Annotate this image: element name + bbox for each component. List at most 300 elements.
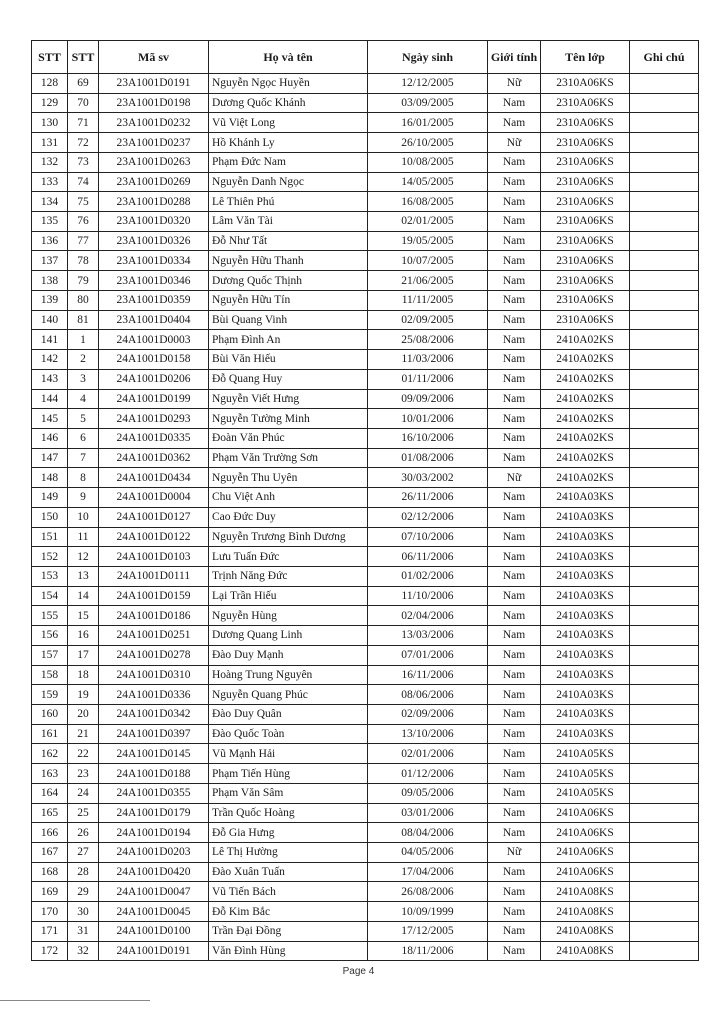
- cell-stt-class: 78: [68, 251, 99, 271]
- cell-birth-date: 09/09/2006: [368, 389, 488, 409]
- cell-student-id: 24A1001D0335: [99, 428, 209, 448]
- cell-birth-date: 11/03/2006: [368, 350, 488, 370]
- cell-gender: Nam: [488, 488, 541, 508]
- cell-stt-global: 129: [32, 93, 68, 113]
- cell-student-id: 24A1001D0397: [99, 724, 209, 744]
- table-row: [32, 192, 699, 212]
- cell-student-id: 24A1001D0206: [99, 369, 209, 389]
- table-row: [32, 330, 699, 350]
- cell-student-id: 24A1001D0434: [99, 468, 209, 488]
- cell-gender: Nam: [488, 626, 541, 646]
- table-header-row: [32, 41, 699, 74]
- cell-birth-date: 14/05/2005: [368, 172, 488, 192]
- cell-note: [630, 369, 699, 389]
- cell-class-name: 2310A06KS: [541, 74, 630, 94]
- cell-note: [630, 93, 699, 113]
- cell-gender: Nam: [488, 192, 541, 212]
- cell-stt-global: 152: [32, 547, 68, 567]
- table-row: [32, 941, 699, 961]
- cell-student-id: 24A1001D0278: [99, 645, 209, 665]
- cell-full-name: Vũ Tiến Bách: [209, 882, 368, 902]
- cell-student-id: 24A1001D0003: [99, 330, 209, 350]
- table-row: [32, 271, 699, 291]
- cell-student-id: 24A1001D0310: [99, 665, 209, 685]
- cell-note: [630, 803, 699, 823]
- cell-note: [630, 882, 699, 902]
- cell-class-name: 2310A06KS: [541, 231, 630, 251]
- table-row: [32, 389, 699, 409]
- cell-class-name: 2310A06KS: [541, 271, 630, 291]
- cell-note: [630, 744, 699, 764]
- cell-note: [630, 212, 699, 232]
- table-row: [32, 803, 699, 823]
- cell-class-name: 2310A06KS: [541, 152, 630, 172]
- cell-stt-class: 14: [68, 586, 99, 606]
- cell-note: [630, 921, 699, 941]
- cell-gender: Nam: [488, 231, 541, 251]
- cell-birth-date: 01/11/2006: [368, 369, 488, 389]
- cell-note: [630, 902, 699, 922]
- cell-birth-date: 01/02/2006: [368, 566, 488, 586]
- table-row: [32, 350, 699, 370]
- cell-stt-global: 147: [32, 448, 68, 468]
- cell-gender: Nam: [488, 93, 541, 113]
- cell-full-name: Trần Quốc Hoàng: [209, 803, 368, 823]
- table-row: [32, 665, 699, 685]
- cell-note: [630, 724, 699, 744]
- cell-class-name: 2410A03KS: [541, 665, 630, 685]
- cell-gender: Nam: [488, 665, 541, 685]
- cell-gender: Nam: [488, 290, 541, 310]
- table-row: [32, 606, 699, 626]
- cell-gender: Nam: [488, 212, 541, 232]
- header-stt-global: STT: [32, 41, 68, 74]
- cell-note: [630, 310, 699, 330]
- cell-full-name: Dương Quang Linh: [209, 626, 368, 646]
- cell-birth-date: 07/10/2006: [368, 527, 488, 547]
- cell-note: [630, 527, 699, 547]
- cell-full-name: Đỗ Quang Huy: [209, 369, 368, 389]
- cell-stt-class: 74: [68, 172, 99, 192]
- cell-class-name: 2310A06KS: [541, 290, 630, 310]
- cell-note: [630, 330, 699, 350]
- page-footer: Page 4: [342, 966, 375, 977]
- cell-full-name: Bùi Văn Hiếu: [209, 350, 368, 370]
- table-row: [32, 310, 699, 330]
- cell-student-id: 23A1001D0191: [99, 74, 209, 94]
- cell-stt-class: 6: [68, 428, 99, 448]
- cell-gender: Nữ: [488, 468, 541, 488]
- cell-stt-class: 81: [68, 310, 99, 330]
- cell-stt-class: 70: [68, 93, 99, 113]
- cell-birth-date: 02/01/2006: [368, 744, 488, 764]
- cell-note: [630, 764, 699, 784]
- cell-birth-date: 21/06/2005: [368, 271, 488, 291]
- cell-gender: Nam: [488, 744, 541, 764]
- cell-class-name: 2410A02KS: [541, 468, 630, 488]
- cell-gender: Nam: [488, 606, 541, 626]
- cell-birth-date: 02/12/2006: [368, 507, 488, 527]
- cell-stt-class: 24: [68, 783, 99, 803]
- cell-student-id: 23A1001D0326: [99, 231, 209, 251]
- cell-full-name: Cao Đức Duy: [209, 507, 368, 527]
- table-row: [32, 724, 699, 744]
- cell-birth-date: 16/08/2005: [368, 192, 488, 212]
- cell-birth-date: 10/08/2005: [368, 152, 488, 172]
- cell-stt-class: 9: [68, 488, 99, 508]
- cell-birth-date: 26/08/2006: [368, 882, 488, 902]
- cell-class-name: 2410A03KS: [541, 527, 630, 547]
- cell-gender: Nam: [488, 724, 541, 744]
- cell-class-name: 2410A03KS: [541, 586, 630, 606]
- cell-stt-class: 13: [68, 566, 99, 586]
- cell-full-name: Phạm Văn Trường Sơn: [209, 448, 368, 468]
- cell-class-name: 2310A06KS: [541, 310, 630, 330]
- cell-student-id: 24A1001D0194: [99, 823, 209, 843]
- cell-full-name: Nguyễn Hữu Thanh: [209, 251, 368, 271]
- cell-class-name: 2410A03KS: [541, 606, 630, 626]
- cell-class-name: 2410A06KS: [541, 862, 630, 882]
- cell-birth-date: 13/10/2006: [368, 724, 488, 744]
- table-row: [32, 764, 699, 784]
- cell-student-id: 24A1001D0045: [99, 902, 209, 922]
- cell-gender: Nam: [488, 902, 541, 922]
- cell-stt-class: 4: [68, 389, 99, 409]
- cell-class-name: 2310A06KS: [541, 212, 630, 232]
- table-row: [32, 547, 699, 567]
- cell-class-name: 2410A05KS: [541, 764, 630, 784]
- table-row: [32, 685, 699, 705]
- cell-stt-global: 158: [32, 665, 68, 685]
- cell-stt-global: 133: [32, 172, 68, 192]
- cell-full-name: Dương Quốc Thịnh: [209, 271, 368, 291]
- cell-class-name: 2410A02KS: [541, 428, 630, 448]
- table-row: [32, 468, 699, 488]
- cell-stt-class: 12: [68, 547, 99, 567]
- cell-stt-global: 162: [32, 744, 68, 764]
- cell-stt-global: 166: [32, 823, 68, 843]
- cell-note: [630, 823, 699, 843]
- cell-student-id: 23A1001D0334: [99, 251, 209, 271]
- cell-gender: Nữ: [488, 843, 541, 863]
- cell-stt-global: 136: [32, 231, 68, 251]
- cell-student-id: 23A1001D0320: [99, 212, 209, 232]
- cell-birth-date: 02/09/2005: [368, 310, 488, 330]
- cell-birth-date: 04/05/2006: [368, 843, 488, 863]
- cell-student-id: 23A1001D0269: [99, 172, 209, 192]
- cell-note: [630, 251, 699, 271]
- cell-stt-class: 11: [68, 527, 99, 547]
- cell-gender: Nam: [488, 271, 541, 291]
- cell-stt-global: 169: [32, 882, 68, 902]
- cell-stt-class: 27: [68, 843, 99, 863]
- cell-class-name: 2310A06KS: [541, 172, 630, 192]
- cell-student-id: 24A1001D0420: [99, 862, 209, 882]
- cell-birth-date: 03/01/2006: [368, 803, 488, 823]
- cell-stt-global: 141: [32, 330, 68, 350]
- header-gender: Giới tính: [488, 41, 541, 74]
- cell-stt-global: 167: [32, 843, 68, 863]
- cell-full-name: Đào Quốc Toàn: [209, 724, 368, 744]
- cell-stt-class: 2: [68, 350, 99, 370]
- cell-class-name: 2410A06KS: [541, 843, 630, 863]
- table-row: [32, 507, 699, 527]
- table-row: [32, 626, 699, 646]
- cell-full-name: Nguyễn Danh Ngọc: [209, 172, 368, 192]
- cell-note: [630, 586, 699, 606]
- cell-stt-global: 135: [32, 212, 68, 232]
- table-row: [32, 448, 699, 468]
- cell-student-id: 24A1001D0111: [99, 566, 209, 586]
- cell-full-name: Lê Thiên Phú: [209, 192, 368, 212]
- cell-stt-class: 69: [68, 74, 99, 94]
- cell-note: [630, 271, 699, 291]
- cell-gender: Nam: [488, 685, 541, 705]
- cell-student-id: 24A1001D0145: [99, 744, 209, 764]
- cell-gender: Nam: [488, 862, 541, 882]
- table-row: [32, 843, 699, 863]
- cell-gender: Nam: [488, 645, 541, 665]
- cell-gender: Nam: [488, 507, 541, 527]
- cell-full-name: Nguyễn Quang Phúc: [209, 685, 368, 705]
- cell-birth-date: 11/11/2005: [368, 290, 488, 310]
- bottom-rule: [0, 1000, 150, 1001]
- cell-birth-date: 08/04/2006: [368, 823, 488, 843]
- table-row: [32, 369, 699, 389]
- cell-student-id: 23A1001D0346: [99, 271, 209, 291]
- cell-student-id: 23A1001D0232: [99, 113, 209, 133]
- cell-gender: Nam: [488, 428, 541, 448]
- cell-note: [630, 290, 699, 310]
- cell-gender: Nam: [488, 330, 541, 350]
- cell-stt-global: 172: [32, 941, 68, 961]
- cell-birth-date: 03/09/2005: [368, 93, 488, 113]
- cell-class-name: 2410A08KS: [541, 941, 630, 961]
- header-stt-class: STT: [68, 41, 99, 74]
- cell-gender: Nam: [488, 705, 541, 725]
- cell-note: [630, 389, 699, 409]
- cell-stt-class: 17: [68, 645, 99, 665]
- cell-student-id: 24A1001D0199: [99, 389, 209, 409]
- cell-note: [630, 941, 699, 961]
- cell-stt-class: 72: [68, 133, 99, 153]
- cell-full-name: Nguyễn Thu Uyên: [209, 468, 368, 488]
- cell-class-name: 2410A03KS: [541, 488, 630, 508]
- cell-birth-date: 16/10/2006: [368, 428, 488, 448]
- cell-class-name: 2410A03KS: [541, 685, 630, 705]
- cell-stt-global: 165: [32, 803, 68, 823]
- cell-full-name: Nguyễn Hữu Tín: [209, 290, 368, 310]
- table-row: [32, 212, 699, 232]
- cell-student-id: 24A1001D0127: [99, 507, 209, 527]
- table-row: [32, 921, 699, 941]
- cell-full-name: Đào Xuân Tuấn: [209, 862, 368, 882]
- cell-stt-global: 148: [32, 468, 68, 488]
- cell-stt-class: 76: [68, 212, 99, 232]
- cell-full-name: Phạm Đức Nam: [209, 152, 368, 172]
- cell-birth-date: 12/12/2005: [368, 74, 488, 94]
- cell-class-name: 2310A06KS: [541, 93, 630, 113]
- cell-stt-class: 5: [68, 409, 99, 429]
- cell-student-id: 23A1001D0404: [99, 310, 209, 330]
- cell-note: [630, 172, 699, 192]
- cell-stt-global: 145: [32, 409, 68, 429]
- cell-birth-date: 01/12/2006: [368, 764, 488, 784]
- cell-stt-class: 19: [68, 685, 99, 705]
- cell-birth-date: 11/10/2006: [368, 586, 488, 606]
- cell-full-name: Hoàng Trung Nguyên: [209, 665, 368, 685]
- cell-gender: Nam: [488, 566, 541, 586]
- cell-stt-global: 132: [32, 152, 68, 172]
- cell-stt-global: 170: [32, 902, 68, 922]
- cell-full-name: Hồ Khánh Ly: [209, 133, 368, 153]
- cell-birth-date: 10/07/2005: [368, 251, 488, 271]
- cell-full-name: Đỗ Gia Hưng: [209, 823, 368, 843]
- cell-note: [630, 685, 699, 705]
- cell-stt-class: 15: [68, 606, 99, 626]
- cell-stt-global: 156: [32, 626, 68, 646]
- cell-student-id: 24A1001D0203: [99, 843, 209, 863]
- cell-class-name: 2410A08KS: [541, 882, 630, 902]
- cell-gender: Nam: [488, 527, 541, 547]
- table-row: [32, 113, 699, 133]
- cell-gender: Nam: [488, 350, 541, 370]
- cell-student-id: 24A1001D0179: [99, 803, 209, 823]
- cell-stt-class: 3: [68, 369, 99, 389]
- cell-full-name: Lại Trần Hiếu: [209, 586, 368, 606]
- cell-class-name: 2410A05KS: [541, 744, 630, 764]
- cell-full-name: Lâm Văn Tài: [209, 212, 368, 232]
- cell-gender: Nam: [488, 823, 541, 843]
- cell-birth-date: 18/11/2006: [368, 941, 488, 961]
- cell-note: [630, 113, 699, 133]
- cell-stt-class: 25: [68, 803, 99, 823]
- cell-gender: Nam: [488, 310, 541, 330]
- cell-stt-class: 8: [68, 468, 99, 488]
- cell-full-name: Lê Thị Hường: [209, 843, 368, 863]
- cell-stt-class: 21: [68, 724, 99, 744]
- cell-student-id: 23A1001D0263: [99, 152, 209, 172]
- cell-full-name: Trần Đại Đồng: [209, 921, 368, 941]
- cell-class-name: 2410A06KS: [541, 803, 630, 823]
- cell-stt-class: 23: [68, 764, 99, 784]
- cell-stt-global: 131: [32, 133, 68, 153]
- cell-stt-class: 31: [68, 921, 99, 941]
- cell-note: [630, 152, 699, 172]
- cell-student-id: 24A1001D0122: [99, 527, 209, 547]
- cell-stt-class: 7: [68, 448, 99, 468]
- table-row: [32, 902, 699, 922]
- cell-class-name: 2410A06KS: [541, 823, 630, 843]
- cell-note: [630, 468, 699, 488]
- cell-stt-class: 28: [68, 862, 99, 882]
- cell-birth-date: 25/08/2006: [368, 330, 488, 350]
- cell-student-id: 23A1001D0288: [99, 192, 209, 212]
- cell-note: [630, 705, 699, 725]
- cell-birth-date: 10/09/1999: [368, 902, 488, 922]
- cell-stt-global: 143: [32, 369, 68, 389]
- cell-note: [630, 409, 699, 429]
- cell-full-name: Văn Đình Hùng: [209, 941, 368, 961]
- cell-gender: Nam: [488, 586, 541, 606]
- cell-student-id: 24A1001D0251: [99, 626, 209, 646]
- cell-class-name: 2410A08KS: [541, 902, 630, 922]
- cell-student-id: 24A1001D0100: [99, 921, 209, 941]
- cell-birth-date: 08/06/2006: [368, 685, 488, 705]
- cell-stt-global: 146: [32, 428, 68, 448]
- cell-student-id: 24A1001D0158: [99, 350, 209, 370]
- cell-birth-date: 10/01/2006: [368, 409, 488, 429]
- cell-class-name: 2410A03KS: [541, 626, 630, 646]
- cell-birth-date: 19/05/2005: [368, 231, 488, 251]
- cell-class-name: 2410A03KS: [541, 566, 630, 586]
- cell-full-name: Trịnh Năng Đức: [209, 566, 368, 586]
- cell-stt-global: 130: [32, 113, 68, 133]
- table-row: [32, 882, 699, 902]
- cell-stt-global: 138: [32, 271, 68, 291]
- cell-stt-global: 155: [32, 606, 68, 626]
- cell-full-name: Dương Quốc Khánh: [209, 93, 368, 113]
- table-row: [32, 862, 699, 882]
- cell-stt-global: 160: [32, 705, 68, 725]
- cell-class-name: 2410A03KS: [541, 724, 630, 744]
- cell-full-name: Bùi Quang Vinh: [209, 310, 368, 330]
- cell-gender: Nam: [488, 409, 541, 429]
- cell-stt-class: 30: [68, 902, 99, 922]
- student-table: [31, 40, 699, 961]
- cell-note: [630, 488, 699, 508]
- cell-full-name: Chu Việt Anh: [209, 488, 368, 508]
- cell-stt-class: 26: [68, 823, 99, 843]
- cell-full-name: Phạm Đình An: [209, 330, 368, 350]
- cell-note: [630, 862, 699, 882]
- cell-stt-global: 151: [32, 527, 68, 547]
- cell-birth-date: 02/01/2005: [368, 212, 488, 232]
- cell-class-name: 2310A06KS: [541, 133, 630, 153]
- table-row: [32, 172, 699, 192]
- cell-gender: Nam: [488, 921, 541, 941]
- cell-note: [630, 133, 699, 153]
- cell-birth-date: 09/05/2006: [368, 783, 488, 803]
- cell-stt-global: 164: [32, 783, 68, 803]
- cell-birth-date: 07/01/2006: [368, 645, 488, 665]
- cell-gender: Nam: [488, 113, 541, 133]
- cell-full-name: Nguyễn Ngọc Huyền: [209, 74, 368, 94]
- cell-class-name: 2410A03KS: [541, 507, 630, 527]
- cell-stt-global: 171: [32, 921, 68, 941]
- cell-note: [630, 606, 699, 626]
- cell-student-id: 24A1001D0047: [99, 882, 209, 902]
- cell-stt-global: 140: [32, 310, 68, 330]
- cell-gender: Nam: [488, 172, 541, 192]
- table-row: [32, 428, 699, 448]
- header-birth-date: Ngày sinh: [368, 41, 488, 74]
- cell-class-name: 2410A08KS: [541, 921, 630, 941]
- cell-birth-date: 16/11/2006: [368, 665, 488, 685]
- table-row: [32, 231, 699, 251]
- cell-stt-class: 75: [68, 192, 99, 212]
- cell-gender: Nam: [488, 251, 541, 271]
- cell-stt-global: 157: [32, 645, 68, 665]
- cell-student-id: 24A1001D0355: [99, 783, 209, 803]
- cell-class-name: 2310A06KS: [541, 113, 630, 133]
- table-row: [32, 93, 699, 113]
- table-row: [32, 823, 699, 843]
- table-row: [32, 566, 699, 586]
- cell-full-name: Vũ Việt Long: [209, 113, 368, 133]
- cell-stt-global: 134: [32, 192, 68, 212]
- cell-full-name: Phạm Văn Sâm: [209, 783, 368, 803]
